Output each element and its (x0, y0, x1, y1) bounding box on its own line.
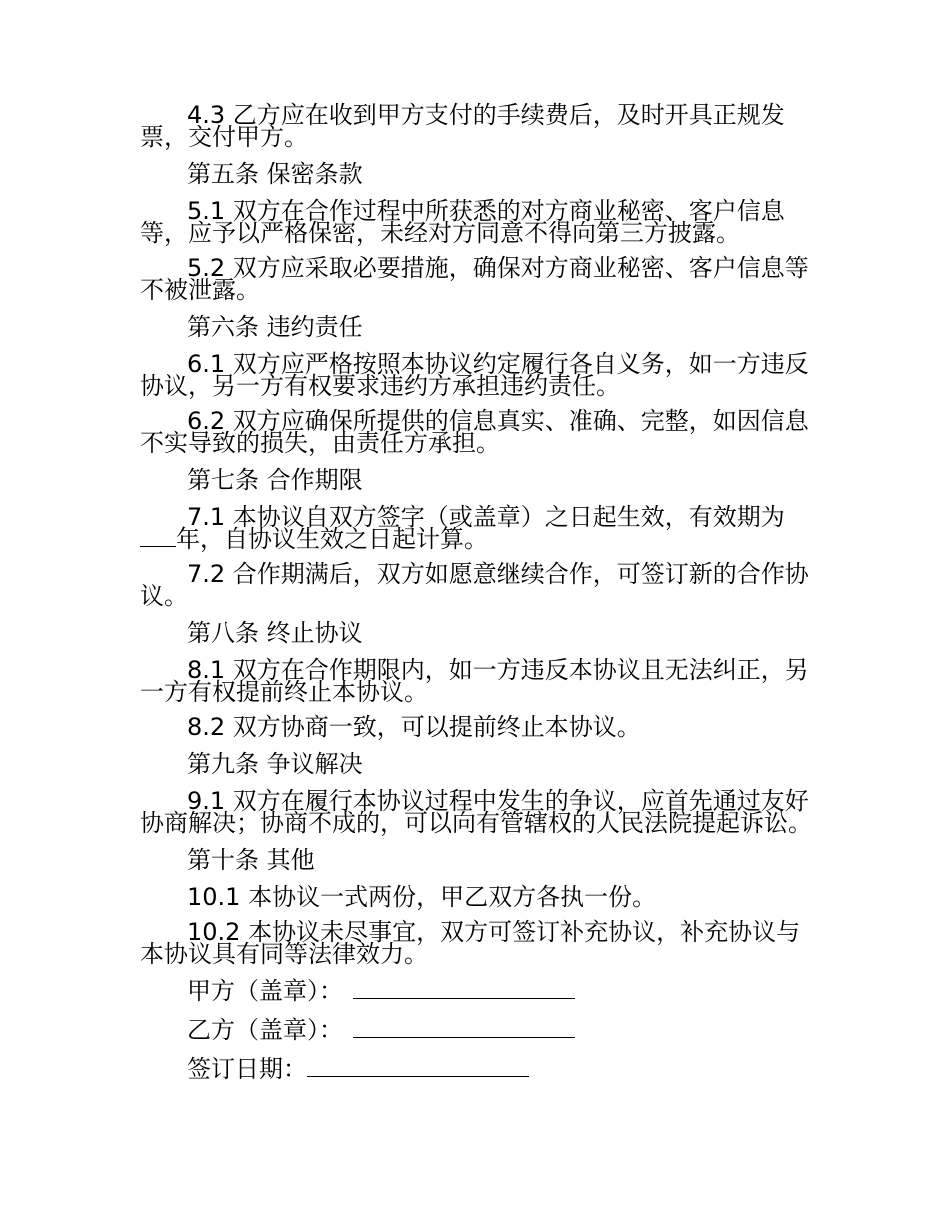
clause-9-1: 9.1 双方在履行本协议过程中发生的争议，应首先通过友好协商解决；协商不成的，可以向有管辖权的人民法院提起诉讼。 (140, 787, 812, 837)
clause-8-2: 8.2 双方协商一致，可以提前终止本协议。 (187, 713, 641, 741)
clause-6-2: 6.2 双方应确保所提供的信息真实、准确、完整，如因信息不实导致的损失，由责任方承担。 (140, 407, 809, 457)
clause-10-2: 10.2 本协议未尽事宜，双方可签订补充协议，补充协议与本协议具有同等法律效力。 (140, 918, 801, 968)
signing-date (140, 1056, 812, 1082)
article-5-heading: 第五条 保密条款 (187, 160, 363, 188)
document-body (140, 101, 812, 1095)
party-a-signature-line (353, 978, 575, 999)
party-a-signature (140, 978, 812, 1004)
clause-7-2: 7.2 合作期满后，双方如愿意继续合作，可签订新的合作协议。 (140, 560, 809, 610)
party-b-label: 乙方（盖章）： (187, 1016, 343, 1044)
clause-7-1-before: 7.1 本协议自双方签字（或盖章）之日起生效，有效期为 (187, 503, 785, 531)
clause-7-1-after: 年，自协议生效之日起计算。 (176, 525, 488, 553)
party-b-signature (140, 1017, 812, 1043)
article-6-heading: 第六条 违约责任 (187, 313, 363, 341)
clause-7-1 (140, 503, 812, 553)
clause-6-1: 6.1 双方应严格按照本协议约定履行各自义务，如一方违反协议，另一方有权要求违约方承担违约责任。 (140, 350, 809, 400)
clause-5-1: 5.1 双方在合作过程中所获悉的对方商业秘密、客户信息等，应予以严格保密，未经对方同意不得向第三方披露。 (140, 197, 785, 247)
clause-10-1: 10.1 本协议一式两份，甲乙双方各执一份。 (187, 883, 657, 911)
article-7-heading: 第七条 合作期限 (187, 466, 363, 494)
article-9-heading: 第九条 争议解决 (187, 750, 363, 778)
party-b-signature-line (353, 1017, 575, 1038)
signing-date-label: 签订日期： (187, 1055, 307, 1083)
party-a-label: 甲方（盖章）： (187, 977, 343, 1005)
signing-date-line (307, 1056, 529, 1077)
clause-8-1: 8.1 双方在合作期限内，如一方违反本协议且无法纠正，另一方有权提前终止本协议。 (140, 656, 809, 706)
clause-5-2: 5.2 双方应采取必要措施，确保对方商业秘密、客户信息等不被泄露。 (140, 254, 809, 304)
clause-4-3: 4.3 乙方应在收到甲方支付的手续费后，及时开具正规发票，交付甲方。 (140, 101, 785, 151)
article-10-heading: 第十条 其他 (187, 846, 315, 874)
term-years-blank (140, 528, 176, 547)
article-8-heading: 第八条 终止协议 (187, 619, 363, 647)
